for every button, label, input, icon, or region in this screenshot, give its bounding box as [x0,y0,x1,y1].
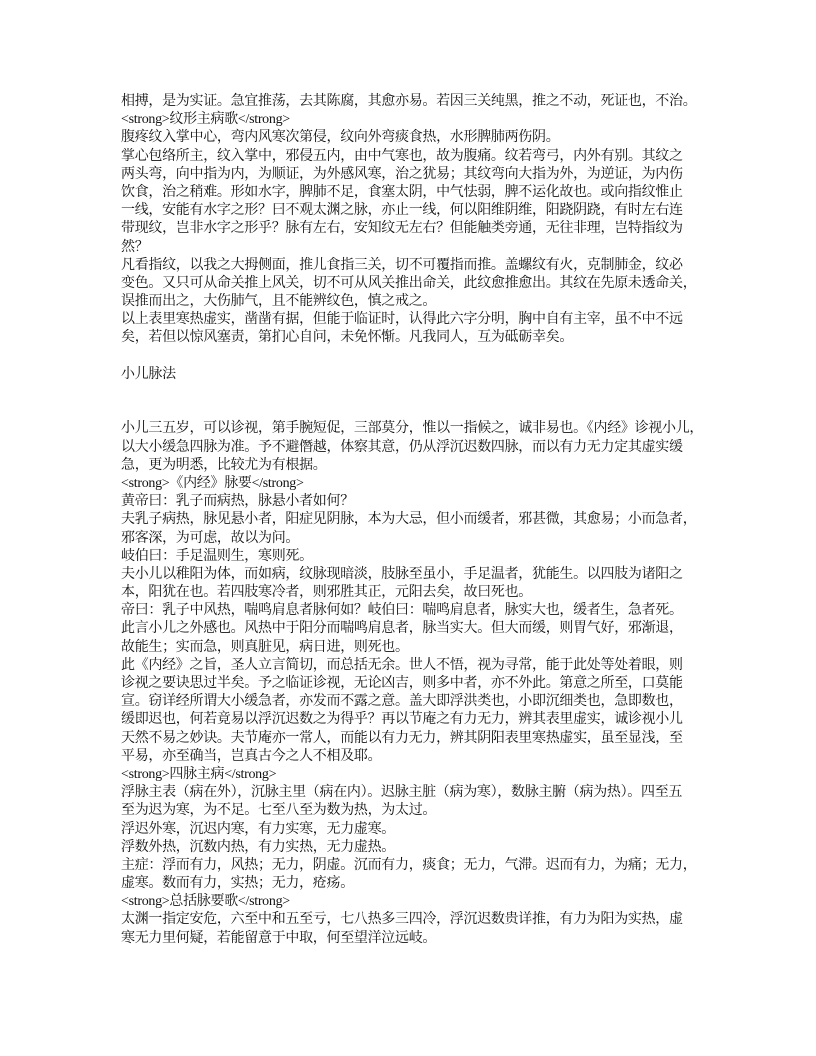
text-line: 浮脉主表（病在外），沉脉主里（病在内）。迟脉主脏（病为寒），数脉主腑（病为热）。四至五 [121,785,683,801]
text-line: 太渊一指定安危，六至中和五至亏，七八热多三四冷，浮沉迟数贵详推，有力为阳为实热，虚 [121,912,683,928]
blank-line [121,384,707,402]
text-line: 岐伯曰：手足温则生，寒则死。 [121,548,313,564]
text-line: 本，阳犹在也。若四肢寒冷者，则邪胜其正，元阳去矣，故曰死也。 [121,585,532,601]
text-line: 相搏，是为实证。急宜推荡，去其陈腐，其愈亦易。若因三关纯黑，推之不动，死证也，不治。 [121,94,697,109]
text-line: 主症：浮而有力，风热；无力，阴虚。沉而有力，痰食；无力，气滞。迟而有力，为痛；无力， [121,857,697,873]
text-line: 邪客深，为可虑，故以为问。 [121,530,300,546]
blank-line [121,402,707,420]
text-line: 诊视之要诀思过半矣。予之临证诊视，无论凶吉，则多中者，亦不外此。第意之所至，口莫能 [121,676,683,691]
text-line: 浮数外热，沉数内热，有力实热，无力虚热。 [121,839,395,855]
text-line: 腹疼纹入掌中心，弯内风寒次第侵，纹向外弯痰食热，水形脾肺两伤阴。 [121,130,560,146]
text-line: 夫小儿以稚阳为体，而如病，纹脉现暗淡，肢脉至虽小，手足温者，犹能生。以四肢为诸阳之 [121,566,683,582]
text-line: 以大小缓急四脉为准。予不避僭越，体察其意，仍从浮沉迟数四脉，而以有力无力定其虚实缓 [121,439,683,455]
text-line: 凡看指纹，以我之大拇侧面，推儿食指三关，切不可覆指而推。盖螺纹有火，克制肺金，纹必 [121,257,683,273]
text-line: 黄帝曰：乳子而病热，脉悬小者如何？ [121,494,354,510]
text-line: 饮食，治之稍难。形如水字，脾肺不足，食塞太阴，中气怯弱，脾不运化故也。或向指纹惟止 [121,184,683,200]
text-line: 浮迟外寒，沉迟内寒，有力实寒，无力虚寒。 [121,821,395,837]
text-line: 寒无力里何疑，若能留意于中取，何至望洋泣远岐。 [121,930,437,946]
document-text [121,93,707,948]
blank-line [121,348,707,366]
text-line: 此言小儿之外感也。风热中于阳分而喘鸣肩息者，脉当实大。但大而缓，则胃气好，邪渐退， [121,621,683,637]
text-line: 夫乳子病热，脉见悬小者，阳症见阴脉，本为大忌，但小而缓者，邪甚微，其愈易；小而急者， [121,512,697,528]
text-line: 掌心包络所主，纹入掌中，邪侵五内，由中气寒也，故为腹痛。纹若弯弓，内外有别。其纹之 [121,148,683,164]
text-line: 缓即迟也，何若竟易以浮沉迟数之为得乎？再以节庵之有力无力，辨其表里虚实，诚诊视小儿 [121,712,683,728]
text-line: 虚寒。数而有力，实热；无力，疮疡。 [121,876,354,892]
text-line: 小儿脉法 [121,366,176,382]
text-line: <strong>纹形主病歌</strong> [121,112,290,128]
text-line: 误推而出之，大伤肺气，且不能辨纹色，慎之戒之。 [121,294,437,310]
text-line: 一线，安能有水字之形？曰不观太渊之脉，亦止一线，何以阳维阴维，阳跷阴跷，有时左右连 [121,203,683,219]
text-line: 急，更为明悉，比较尤为有根据。 [121,457,327,473]
text-line: <strong>总括脉要歌</strong> [121,894,290,910]
text-line: 小儿三五岁，可以诊视，第手腕短促，三部莫分，惟以一指候之，诚非易也。《内经》诊视小儿， [121,421,704,437]
text-line: 此《内经》之旨，圣人立言简切，而总括无余。世人不悟，视为寻常，能于此处等处着眼，则 [121,657,683,673]
text-line: 帝曰：乳子中风热，喘鸣肩息者脉何如？岐伯曰：喘鸣肩息者，脉实大也，缓者生，急者死。 [121,603,683,619]
text-line: 变色。又只可从命关推上风关，切不可从风关推出命关，此纹愈推愈出。其纹在先原未透命关， [121,275,697,291]
text-line: <strong>《内经》脉要</strong> [121,475,304,491]
text-line: 至为迟为寒，为不足。七至八至为数为热，为太过。 [121,803,437,819]
text-line: <strong>四脉主病</strong> [121,766,277,782]
text-line: 宣。窃详经所谓大小缓急者，亦发而不露之意。盖大即浮洪类也，小即沉细类也，急即数也， [121,694,683,710]
text-line: 两头弯，向中指为内，为顺证，为外感风寒，治之犹易；其纹弯向大指为外，为逆证，为内伤 [121,166,683,182]
text-line: 带现纹，岂非水字之形乎？脉有左右，安知纹无左右？但能触类旁通，无往非理，岂特指纹为 [121,221,683,237]
text-line: 以上表里寒热虚实，凿凿有据，但能于临证时，认得此六字分明，胸中自有主宰，虽不中不远 [121,312,683,328]
text-line: 天然不易之妙诀。夫节庵亦一常人，而能以有力无力，辨其阴阳表里寒热虚实，虽至显浅，至 [121,730,683,746]
text-line: 故能生；实而急，则真脏见，病日进，则死也。 [121,639,409,655]
text-line: 然？ [121,239,149,255]
text-line: 矣，若但以惊风塞责，第扪心自问，未免怀惭。凡我同人，互为砥砺幸矣。 [121,330,574,346]
text-line: 平易，亦至确当，岂真古今之人不相及耶。 [121,748,382,764]
